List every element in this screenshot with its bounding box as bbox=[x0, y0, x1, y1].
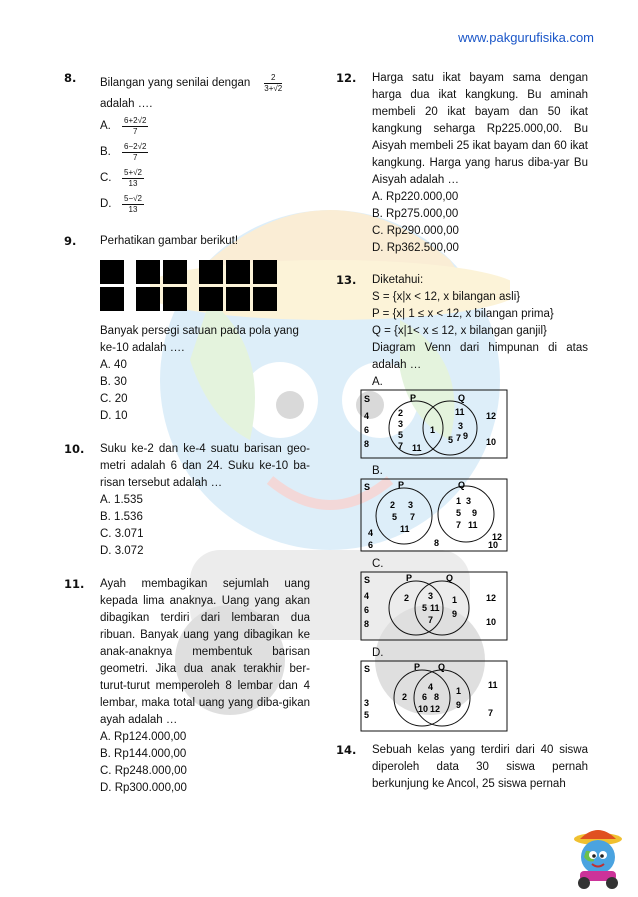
option-a[interactable]: A. 1.535 bbox=[100, 494, 143, 506]
svg-text:11: 11 bbox=[430, 603, 440, 613]
svg-text:1: 1 bbox=[430, 425, 436, 435]
svg-text:P: P bbox=[414, 662, 421, 672]
option-d-label[interactable]: D. bbox=[372, 647, 384, 659]
svg-text:P: P bbox=[406, 573, 413, 583]
svg-text:12: 12 bbox=[430, 704, 441, 714]
option-d[interactable]: D. Rp362.500,00 bbox=[372, 242, 459, 254]
svg-text:S: S bbox=[364, 394, 371, 404]
venn-diagram-c[interactable] bbox=[360, 571, 508, 641]
question-14 bbox=[336, 742, 588, 793]
option-c[interactable]: C. Rp248.000,00 bbox=[100, 765, 187, 777]
svg-text:3: 3 bbox=[458, 421, 464, 431]
svg-text:S: S bbox=[364, 482, 371, 492]
option-b[interactable]: B. 1.536 bbox=[100, 511, 143, 523]
option-d[interactable]: D. 3.072 bbox=[100, 545, 144, 557]
option-c-label[interactable]: C. bbox=[372, 558, 384, 570]
option-c[interactable]: C. $\frac{5+√2}{13}$ bbox=[100, 167, 142, 188]
pattern-2 bbox=[136, 260, 187, 311]
svg-text:11: 11 bbox=[488, 680, 498, 690]
question-number: 13. bbox=[336, 273, 357, 287]
svg-text:5: 5 bbox=[456, 508, 462, 518]
option-d[interactable]: D. $\frac{5-√2}{13}$ bbox=[100, 193, 142, 214]
svg-text:2: 2 bbox=[390, 500, 396, 510]
question-number: 11. bbox=[64, 577, 85, 591]
svg-text:1: 1 bbox=[456, 496, 462, 506]
svg-text:5: 5 bbox=[448, 435, 454, 445]
venn-diagram-b[interactable] bbox=[360, 478, 508, 552]
svg-text:S: S bbox=[364, 575, 371, 585]
svg-text:7: 7 bbox=[488, 708, 494, 718]
svg-text:Q: Q bbox=[458, 393, 466, 403]
svg-text:4: 4 bbox=[428, 682, 434, 692]
svg-text:3: 3 bbox=[466, 496, 472, 506]
question-text: Perhatikan gambar berikut! bbox=[100, 235, 239, 247]
svg-text:11: 11 bbox=[455, 407, 465, 417]
question-number: 12. bbox=[336, 71, 357, 85]
given-line: Diketahui: bbox=[372, 274, 424, 286]
question-text-2: Banyak persegi satuan pada pola yang ke-10 adalah …. bbox=[100, 325, 299, 354]
svg-text:4: 4 bbox=[364, 591, 370, 601]
svg-text:9: 9 bbox=[452, 609, 458, 619]
question-text: Sebuah kelas yang terdiri dari 40 siswa diperoleh data 30 siswa pernah berkunjung ke Ancol, 25 siswa pernah bbox=[372, 744, 588, 790]
option-d[interactable]: D. Rp300.000,00 bbox=[100, 782, 187, 794]
option-a[interactable]: A. $\frac{6+2√2}{7}$ bbox=[100, 115, 147, 136]
option-a[interactable]: A. Rp124.000,00 bbox=[100, 731, 187, 743]
svg-text:P: P bbox=[398, 480, 405, 490]
option-c[interactable]: C. Rp290.000,00 bbox=[372, 225, 459, 237]
svg-text:2: 2 bbox=[404, 593, 410, 603]
svg-text:5: 5 bbox=[398, 430, 404, 440]
option-c[interactable]: C. 3.071 bbox=[100, 528, 144, 540]
question-number: 10. bbox=[64, 442, 85, 456]
svg-text:S: S bbox=[364, 664, 371, 674]
fraction: $\frac{2}{3+√2}$ bbox=[264, 72, 283, 93]
square-pattern bbox=[100, 260, 310, 311]
question-8 bbox=[64, 70, 310, 217]
svg-text:7: 7 bbox=[410, 512, 416, 522]
svg-text:Q: Q bbox=[446, 573, 454, 583]
left-column bbox=[64, 70, 310, 797]
svg-text:5: 5 bbox=[364, 710, 370, 720]
option-b[interactable]: B. 30 bbox=[100, 376, 127, 388]
svg-text:9: 9 bbox=[456, 700, 462, 710]
mascot-logo-icon bbox=[562, 821, 632, 891]
svg-text:10: 10 bbox=[418, 704, 429, 714]
svg-text:7: 7 bbox=[456, 520, 462, 530]
question-text: Bilangan yang senilai dengan bbox=[100, 76, 251, 89]
svg-text:4: 4 bbox=[368, 528, 374, 538]
svg-text:4: 4 bbox=[364, 411, 370, 421]
question-12 bbox=[336, 70, 588, 257]
question-number: 9. bbox=[64, 234, 77, 248]
option-b[interactable]: B. $\frac{6-2√2}{7}$ bbox=[100, 141, 147, 162]
svg-text:6: 6 bbox=[364, 425, 370, 435]
svg-text:P: P bbox=[410, 393, 417, 403]
question-text: Harga satu ikat bayam sama dengan harga dua ikat kangkung. Bu aminah membeli 20 ikat bayam dan 50 ikat kangkung seharga Rp225.000,00. Bu Aisyah membeli 25 ikat bayam dan 60 ikat kangkung. Harga yang harus diba-yar Bu Aisyah adalah … bbox=[372, 72, 588, 186]
svg-text:10: 10 bbox=[486, 437, 497, 447]
svg-text:6: 6 bbox=[422, 692, 428, 702]
svg-text:2: 2 bbox=[398, 408, 404, 418]
svg-text:7: 7 bbox=[398, 441, 404, 451]
question-number: 14. bbox=[336, 743, 357, 757]
svg-text:10: 10 bbox=[488, 540, 499, 550]
svg-text:8: 8 bbox=[364, 619, 370, 629]
svg-text:8: 8 bbox=[434, 538, 440, 548]
svg-text:3: 3 bbox=[398, 419, 404, 429]
question-10 bbox=[64, 441, 310, 560]
svg-text:8: 8 bbox=[434, 692, 440, 702]
right-column bbox=[336, 70, 588, 793]
svg-text:7: 7 bbox=[428, 615, 434, 625]
question-13 bbox=[336, 272, 588, 732]
svg-text:6: 6 bbox=[368, 540, 374, 550]
venn-diagram-d[interactable] bbox=[360, 660, 508, 732]
svg-text:5: 5 bbox=[392, 512, 398, 522]
set-s: S = {x|x < 12, x bilangan asli} bbox=[372, 291, 521, 303]
site-url: www.pakgurufisika.com bbox=[458, 30, 594, 45]
question-9 bbox=[64, 233, 310, 425]
venn-diagram-a[interactable] bbox=[360, 389, 508, 459]
svg-text:10: 10 bbox=[486, 617, 497, 627]
pattern-3 bbox=[199, 260, 277, 311]
svg-text:9: 9 bbox=[472, 508, 478, 518]
svg-text:1: 1 bbox=[452, 595, 458, 605]
option-b-label[interactable]: B. bbox=[372, 465, 383, 477]
svg-text:9: 9 bbox=[463, 431, 469, 441]
svg-text:7: 7 bbox=[456, 433, 462, 443]
option-a[interactable]: A. Rp220.000,00 bbox=[372, 191, 459, 203]
svg-text:Q: Q bbox=[458, 480, 466, 490]
question-text-2: adalah …. bbox=[100, 98, 153, 110]
svg-text:6: 6 bbox=[364, 605, 370, 615]
option-a-label[interactable]: A. bbox=[372, 376, 383, 388]
svg-text:11: 11 bbox=[412, 443, 422, 453]
svg-text:3: 3 bbox=[364, 698, 370, 708]
question-text: Ayah membagikan sejumlah uang kepada lima anaknya. Uang yang akan dibagikan terdiri dari lembaran dua ribuan. Banyak uang yang dibagikan ke anak-anaknya membentuk barisan geometri. Jika dua anak terakhir ber-turut-turut memperoleh 8 lembar dan 4 lembar, maka total uang yang diba-gikan ayah adalah … bbox=[100, 578, 310, 726]
svg-text:3: 3 bbox=[428, 591, 434, 601]
option-d[interactable]: D. 10 bbox=[100, 410, 128, 422]
svg-text:8: 8 bbox=[364, 439, 370, 449]
option-c[interactable]: C. 20 bbox=[100, 393, 128, 405]
svg-text:12: 12 bbox=[492, 532, 503, 542]
svg-text:1: 1 bbox=[456, 686, 462, 696]
option-b[interactable]: B. Rp144.000,00 bbox=[100, 748, 187, 760]
svg-text:11: 11 bbox=[468, 520, 478, 530]
svg-text:5: 5 bbox=[422, 603, 428, 613]
question-text: Suku ke-2 dan ke-4 suatu barisan geo-metri adalah 6 dan 24. Suku ke-10 ba-risan tersebut adalah … bbox=[100, 443, 310, 489]
svg-text:11: 11 bbox=[400, 524, 410, 534]
svg-text:3: 3 bbox=[408, 500, 414, 510]
svg-text:12: 12 bbox=[486, 593, 497, 603]
set-p: P = {x| 1 ≤ x < 12, x bilangan prima} bbox=[372, 308, 554, 320]
question-text-2: Diagram Venn dari himpunan di atas adalah … bbox=[372, 342, 588, 371]
question-11 bbox=[64, 576, 310, 797]
pattern-1 bbox=[100, 260, 124, 311]
question-number: 8. bbox=[64, 71, 77, 85]
option-a[interactable]: A. 40 bbox=[100, 359, 127, 371]
set-q: Q = {x|1< x ≤ 12, x bilangan ganjil} bbox=[372, 325, 547, 337]
option-b[interactable]: B. Rp275.000,00 bbox=[372, 208, 459, 220]
svg-text:2: 2 bbox=[402, 692, 408, 702]
svg-text:12: 12 bbox=[486, 411, 497, 421]
svg-text:Q: Q bbox=[438, 662, 446, 672]
